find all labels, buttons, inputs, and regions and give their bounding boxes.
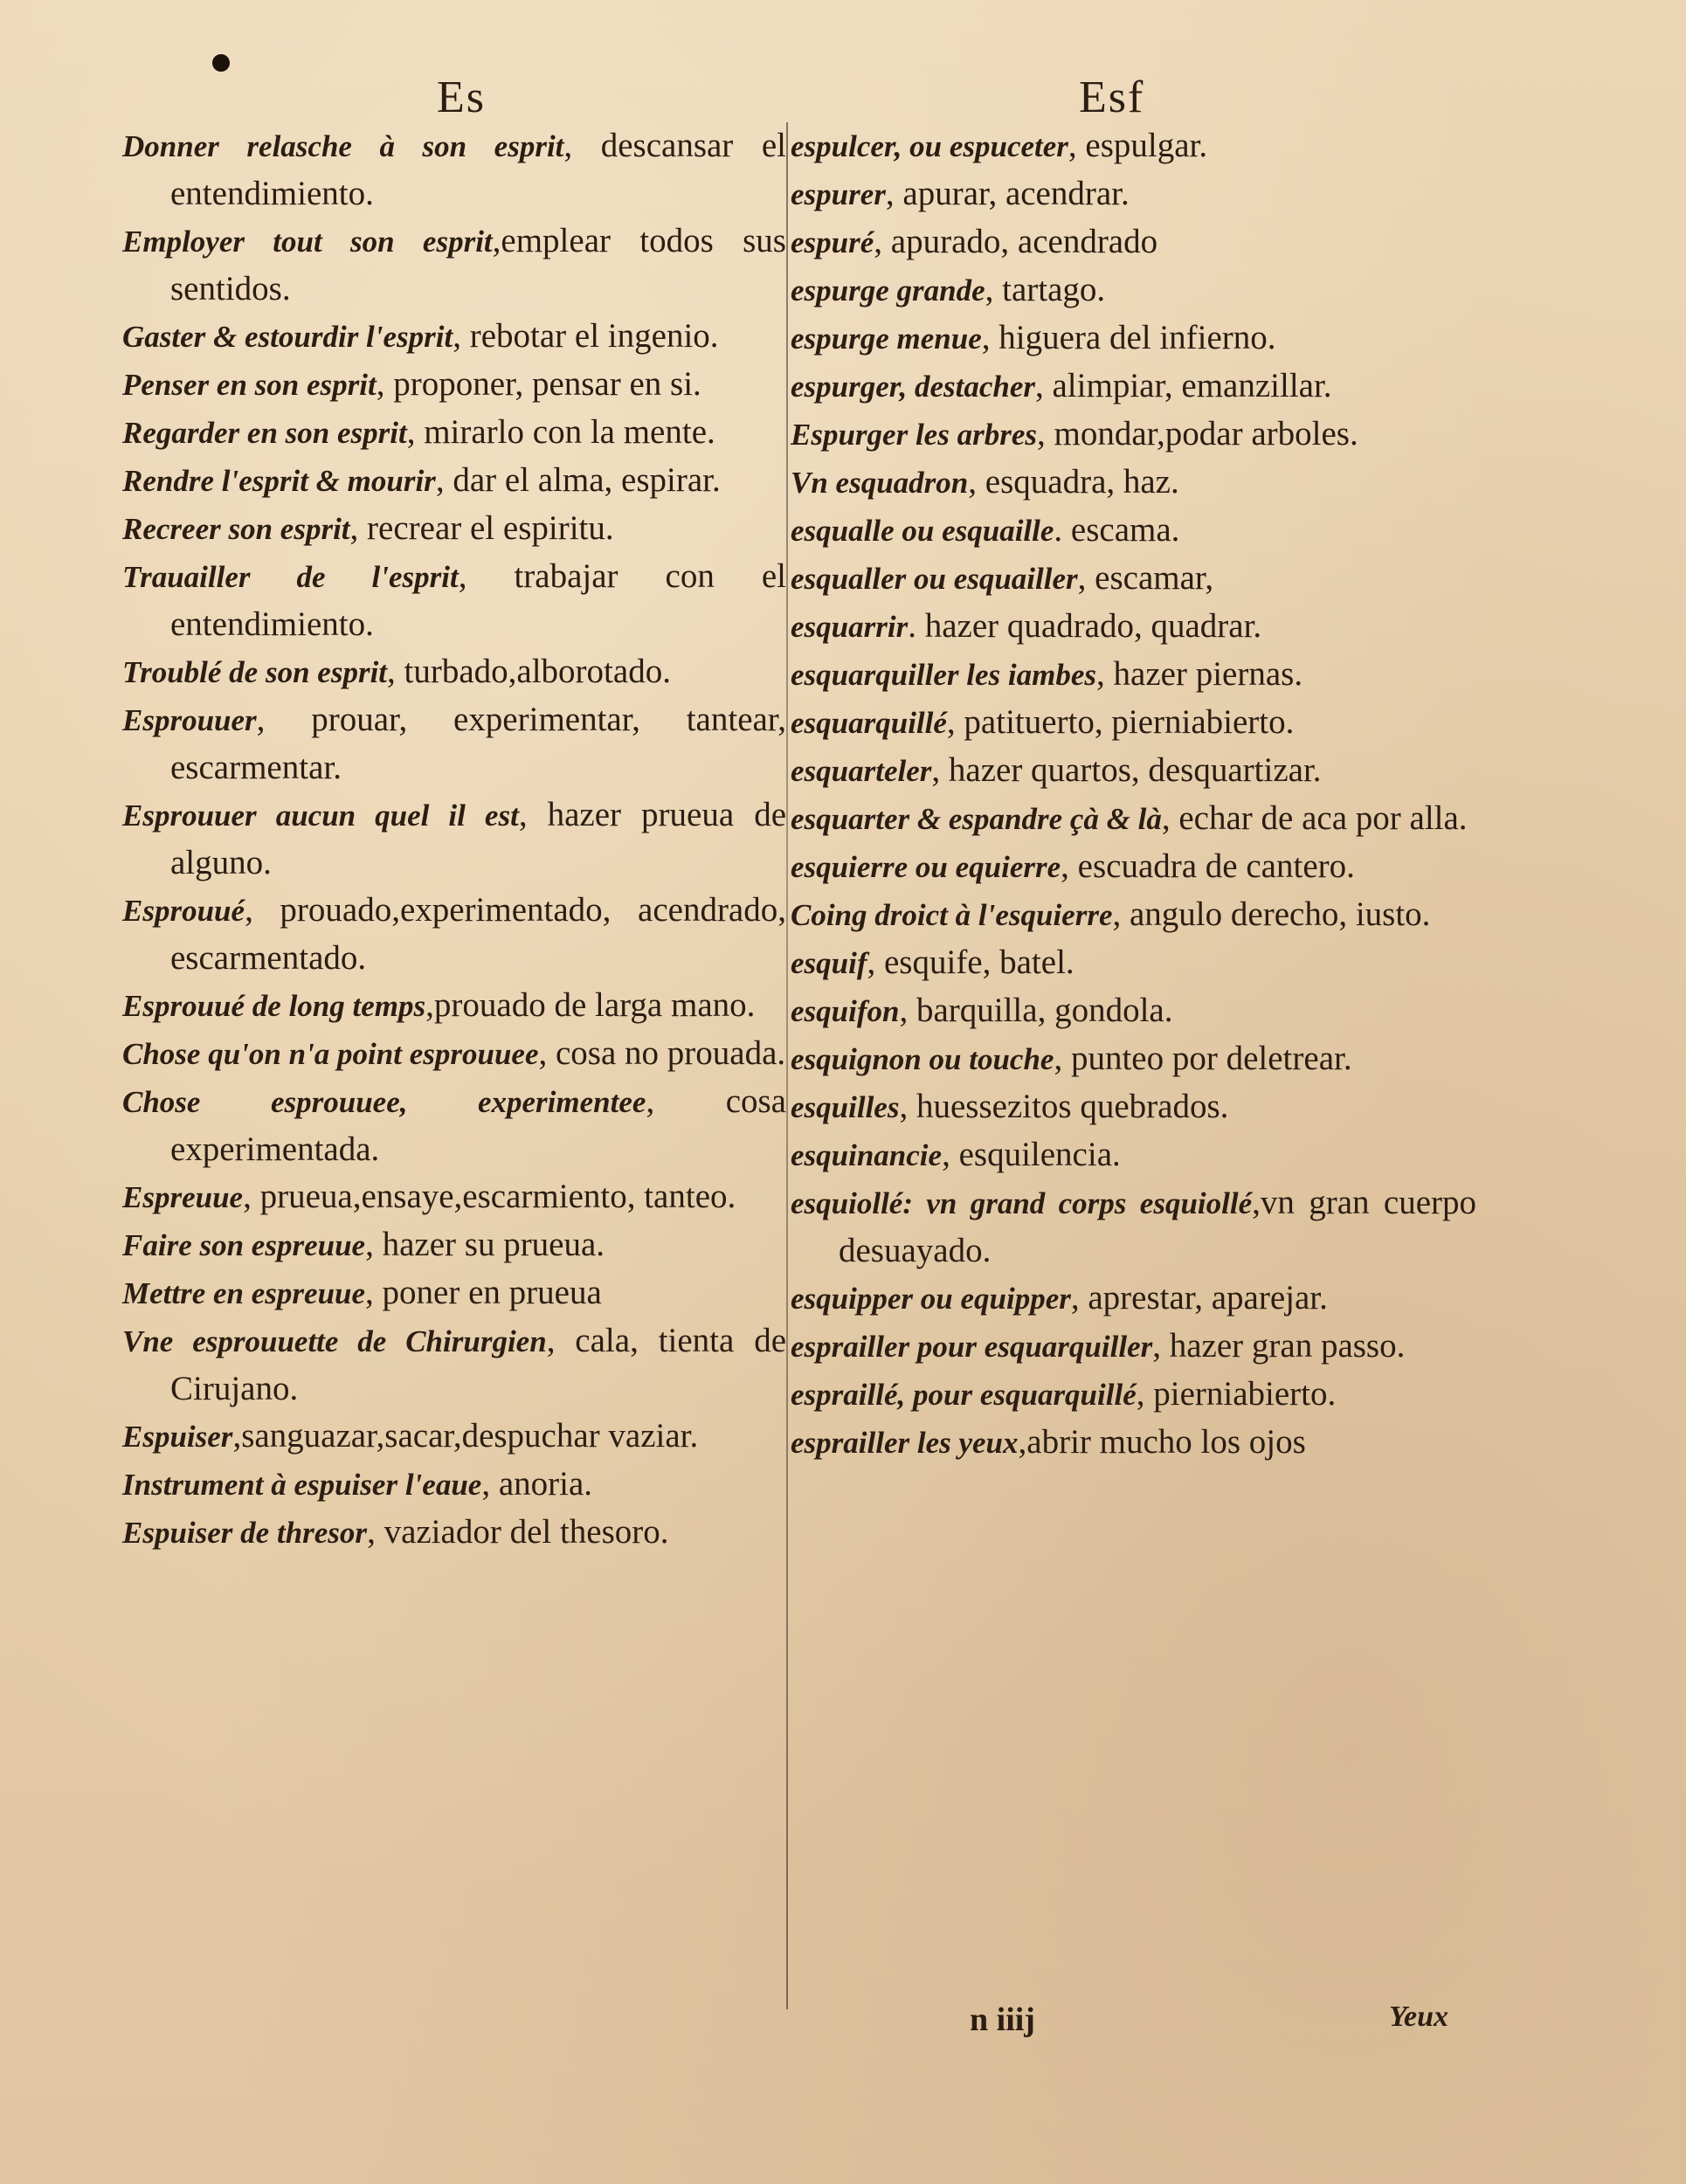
dictionary-entry xyxy=(122,1461,786,1509)
spanish-gloss: , cosa no prouada. xyxy=(538,1034,786,1072)
french-term: esquif xyxy=(791,946,867,980)
spanish-gloss: , apurar, acendrar. xyxy=(885,175,1130,212)
french-term: Chose qu'on n'a point esprouuee xyxy=(122,1037,539,1071)
spanish-gloss: , prouar, experimentar, tantear, escarmentar. xyxy=(170,701,786,786)
french-term: Gaster & estourdir l'esprit xyxy=(122,320,453,354)
spanish-gloss: , huessezitos quebrados. xyxy=(899,1088,1229,1125)
french-term: Donner relasche à son esprit xyxy=(122,129,564,163)
spanish-gloss: , turbado,alborotado. xyxy=(387,653,671,690)
spanish-gloss: , descansar el entendimiento. xyxy=(170,127,786,212)
dictionary-entry xyxy=(791,1419,1476,1467)
dictionary-entry xyxy=(122,887,786,982)
dictionary-entry xyxy=(122,1317,786,1413)
french-term: Vn esquadron xyxy=(791,466,969,500)
spanish-gloss: , esquilencia. xyxy=(942,1136,1121,1173)
dictionary-entry xyxy=(122,648,786,696)
spanish-gloss: , hazer su prueua. xyxy=(365,1226,605,1263)
dictionary-entry xyxy=(791,987,1476,1035)
french-term: Esprouuer xyxy=(122,703,257,737)
dictionary-entry xyxy=(791,1323,1476,1371)
french-term: Regarder en son esprit xyxy=(122,416,407,450)
french-term: esquifon xyxy=(791,994,900,1028)
dictionary-entry xyxy=(122,982,786,1030)
spanish-gloss: , prueua,ensaye,escarmiento, tanteo. xyxy=(243,1178,736,1215)
french-term: Faire son espreuue xyxy=(122,1228,366,1262)
spanish-gloss: , dar el alma, espirar. xyxy=(435,461,721,499)
dictionary-entry xyxy=(791,891,1476,939)
french-term: esquarquiller les iambes xyxy=(791,658,1097,692)
dictionary-entry xyxy=(791,1131,1476,1179)
spanish-gloss: , angulo derecho, iusto. xyxy=(1112,895,1431,933)
dictionary-entry xyxy=(791,699,1476,747)
dictionary-entry xyxy=(791,555,1476,603)
dictionary-entry xyxy=(122,457,786,505)
spanish-gloss: ,prouado de larga mano. xyxy=(425,986,756,1024)
french-term: Esprouué de long temps xyxy=(122,989,426,1023)
french-term: esquignon ou touche xyxy=(791,1042,1054,1076)
dictionary-entry xyxy=(791,314,1476,363)
dictionary-entry xyxy=(791,843,1476,891)
french-term: esquarter & espandre çà & là xyxy=(791,802,1162,836)
french-term: esquarteler xyxy=(791,754,932,788)
dictionary-entry xyxy=(122,1509,786,1557)
spanish-gloss: , hazer gran passo. xyxy=(1152,1327,1406,1365)
french-term: Coing droict à l'esquierre xyxy=(791,898,1113,932)
left-column xyxy=(122,122,786,1557)
french-term: Trauailler de l'esprit xyxy=(122,560,459,594)
spanish-gloss: , espulgar. xyxy=(1068,127,1208,164)
dictionary-entry xyxy=(791,122,1476,170)
french-term: esquilles xyxy=(791,1090,900,1124)
spanish-gloss: ,vn gran cuerpo desuayado. xyxy=(839,1184,1476,1269)
french-term: esqualle ou esquaille xyxy=(791,514,1054,548)
french-term: Employer tout son esprit xyxy=(122,225,493,259)
french-term: espulcer, ou espuceter xyxy=(791,129,1068,163)
french-term: esprailler pour esquarquiller xyxy=(791,1330,1153,1364)
dictionary-entry xyxy=(791,507,1476,555)
spanish-gloss: , esquadra, haz. xyxy=(968,463,1179,501)
spanish-gloss: , apurado, acendrado xyxy=(874,223,1158,260)
french-term: esquarquillé xyxy=(791,706,947,740)
spanish-gloss: , higuera del infierno. xyxy=(981,319,1276,356)
dictionary-entry xyxy=(122,1030,786,1078)
french-term: esquarrir xyxy=(791,610,909,644)
spanish-gloss: , poner en prueua xyxy=(365,1274,602,1311)
french-term: Espuiser xyxy=(122,1420,233,1454)
running-head-left: Es xyxy=(437,73,486,122)
catchword: Yeux xyxy=(1389,2001,1448,2033)
spanish-gloss: , escuadra de cantero. xyxy=(1061,847,1355,885)
dictionary-entry xyxy=(791,266,1476,314)
french-term: Espurger les arbres xyxy=(791,418,1037,452)
spanish-gloss: ,emplear todos sus sentidos. xyxy=(170,222,786,308)
french-term: Esprouué xyxy=(122,894,245,928)
spanish-gloss: , barquilla, gondola. xyxy=(899,992,1173,1029)
spanish-gloss: ,sanguazar,sacar,despuchar vaziar. xyxy=(232,1417,699,1455)
spanish-gloss: , vaziador del thesoro. xyxy=(367,1513,669,1551)
dictionary-entry xyxy=(791,747,1476,795)
spanish-gloss: , alimpiar, emanzillar. xyxy=(1035,367,1332,404)
spanish-gloss: , hazer quartos, desquartizar. xyxy=(931,751,1322,789)
spanish-gloss: , escamar, xyxy=(1077,559,1214,597)
dictionary-entry xyxy=(791,1179,1476,1275)
dictionary-entry xyxy=(791,795,1476,843)
french-term: espurge grande xyxy=(791,273,985,308)
dictionary-entry xyxy=(122,505,786,553)
spanish-gloss: , hazer piernas. xyxy=(1096,655,1303,693)
dictionary-entry xyxy=(791,1275,1476,1323)
running-head-right: Esf xyxy=(1079,73,1145,122)
column-rule xyxy=(786,122,788,2009)
dictionary-entry xyxy=(791,411,1476,459)
french-term: esquiollé: vn grand corps esquiollé xyxy=(791,1186,1253,1220)
dictionary-entry xyxy=(791,170,1476,218)
french-term: espurger, destacher xyxy=(791,370,1035,404)
dictionary-entry xyxy=(791,459,1476,507)
french-term: Troublé de son esprit xyxy=(122,655,388,689)
french-term: espurge menue xyxy=(791,321,982,356)
spanish-gloss: , tartago. xyxy=(985,271,1106,308)
dictionary-entry xyxy=(791,1035,1476,1083)
french-term: Rendre l'esprit & mourir xyxy=(122,464,436,498)
spanish-gloss: , cala, tienta de Cirujano. xyxy=(170,1322,786,1407)
spanish-gloss: , pierniabierto. xyxy=(1136,1375,1337,1413)
spanish-gloss: , hazer prueua de alguno. xyxy=(170,796,787,881)
right-column xyxy=(791,122,1476,1467)
french-term: Espreuue xyxy=(122,1180,244,1214)
french-term: espurer xyxy=(791,177,886,211)
dictionary-entry xyxy=(122,218,786,313)
french-term: Vne esprouuette de Chirurgien xyxy=(122,1324,547,1358)
dictionary-entry xyxy=(791,603,1476,651)
spanish-gloss: , mirarlo con la mente. xyxy=(406,413,715,451)
dictionary-entry xyxy=(791,218,1476,266)
spanish-gloss: , recrear el espiritu. xyxy=(349,509,614,547)
french-term: espraillé, pour esquarquillé xyxy=(791,1378,1137,1412)
spanish-gloss: , proponer, pensar en si. xyxy=(376,365,701,403)
dictionary-entry xyxy=(122,696,786,791)
dictionary-entry xyxy=(122,361,786,409)
ink-blot xyxy=(212,54,230,72)
dictionary-entry xyxy=(122,1221,786,1269)
dictionary-entry xyxy=(122,313,786,361)
spanish-gloss: , trabajar con el entendimiento. xyxy=(170,557,787,643)
french-term: Mettre en espreuue xyxy=(122,1276,366,1310)
french-term: espuré xyxy=(791,225,874,259)
spanish-gloss: . hazer quadrado, quadrar. xyxy=(908,607,1262,645)
dictionary-entry xyxy=(791,1371,1476,1419)
dictionary-entry xyxy=(791,651,1476,699)
dictionary-entry xyxy=(122,553,786,648)
spanish-gloss: , mondar,podar arboles. xyxy=(1036,415,1358,453)
french-term: esquipper ou equipper xyxy=(791,1282,1071,1316)
french-term: Penser en son esprit xyxy=(122,368,377,402)
french-term: Instrument à espuiser l'eaue xyxy=(122,1468,482,1502)
spanish-gloss: . escama. xyxy=(1054,511,1180,549)
dictionary-entry xyxy=(122,1078,786,1173)
french-term: esqualler ou esquailler xyxy=(791,562,1078,596)
spanish-gloss: , esquife, batel. xyxy=(867,943,1074,981)
dictionary-entry xyxy=(791,363,1476,411)
spanish-gloss: , cosa experimentada. xyxy=(170,1082,786,1168)
french-term: Chose esprouuee, experimentee xyxy=(122,1085,646,1119)
french-term: Esprouuer aucun quel il est xyxy=(122,798,519,833)
spanish-gloss: , punteo por deletrear. xyxy=(1054,1040,1352,1077)
dictionary-entry xyxy=(122,1269,786,1317)
spanish-gloss: , patituerto, pierniabierto. xyxy=(946,703,1295,741)
spanish-gloss: , echar de aca por alla. xyxy=(1161,799,1468,837)
dictionary-entry xyxy=(122,1413,786,1461)
dictionary-entry xyxy=(122,409,786,457)
dictionary-entry xyxy=(122,122,786,218)
spanish-gloss: , aprestar, aparejar. xyxy=(1070,1279,1328,1317)
french-term: Recreer son esprit xyxy=(122,512,350,546)
spanish-gloss: , anoria. xyxy=(481,1465,593,1503)
dictionary-entry xyxy=(122,1173,786,1221)
spanish-gloss: , rebotar el ingenio. xyxy=(453,317,719,355)
spanish-gloss: , prouado,experimentado, acendrado, escarmentado. xyxy=(170,891,786,977)
spanish-gloss: ,abrir mucho los ojos xyxy=(1018,1423,1306,1461)
french-term: Espuiser de thresor xyxy=(122,1516,368,1550)
dictionary-entry xyxy=(791,939,1476,987)
dictionary-entry xyxy=(122,791,786,887)
dictionary-entry xyxy=(791,1083,1476,1131)
french-term: esquierre ou equierre xyxy=(791,850,1061,884)
french-term: esquinancie xyxy=(791,1138,943,1172)
signature-mark: n iiij xyxy=(970,2001,1035,2038)
french-term: esprailler les yeux xyxy=(791,1426,1019,1460)
